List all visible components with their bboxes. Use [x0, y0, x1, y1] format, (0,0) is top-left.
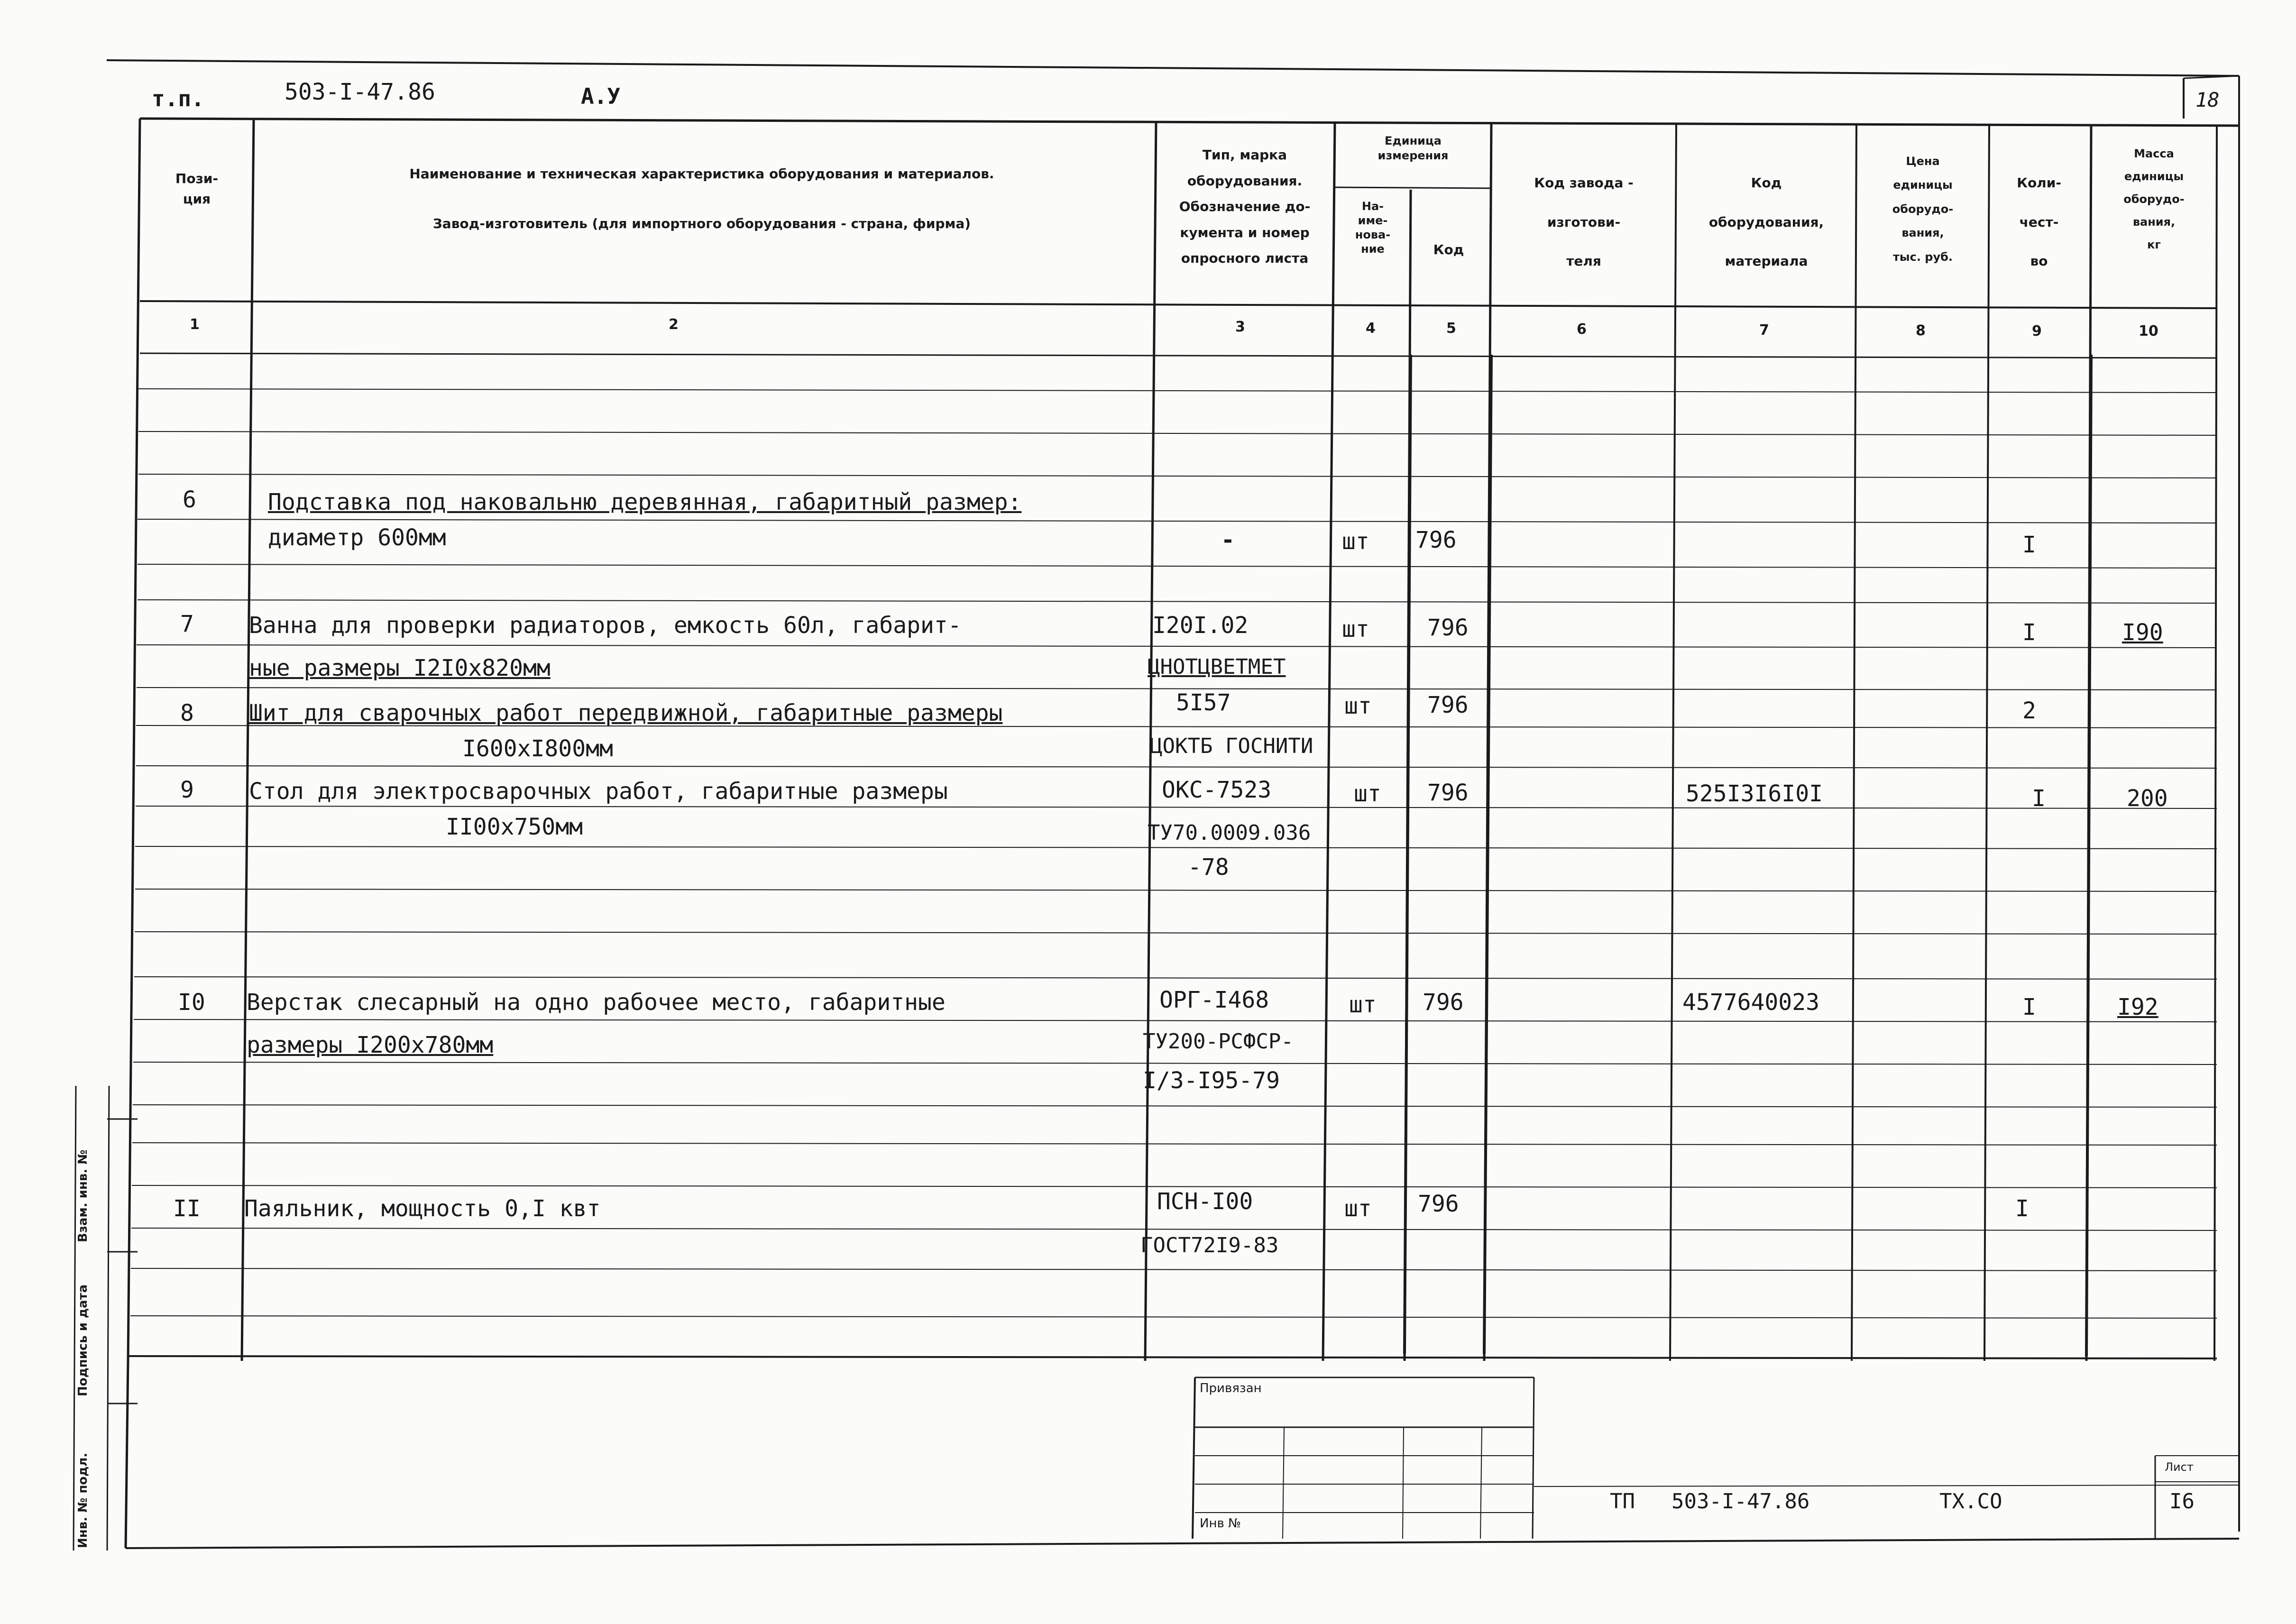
side-label-inv-podl: Инв. № подл.: [76, 1452, 90, 1548]
col-header-name: Наименование и техническая характеристика оборудования и материалов.: [409, 166, 994, 182]
col-header-unit: Единица измерения: [1378, 134, 1449, 163]
stamp-section: ТХ.СО: [1939, 1489, 2002, 1514]
col-header-position: Пози- ция: [175, 171, 219, 207]
row-9-mass: 200: [2127, 785, 2168, 812]
side-label-vzam: Взам. инв. №: [76, 1149, 90, 1242]
col-header-unit-code: Код: [1433, 242, 1464, 257]
stamp-tp: ТП: [1610, 1489, 1635, 1514]
row-8-type-doc: ЦОКТБ ГОСНИТИ: [1150, 734, 1313, 758]
col-number-4: 4: [1366, 320, 1376, 337]
stamp-inv-no: Инв №: [1200, 1516, 1241, 1531]
row-11-name: Паяльник, мощность 0,I квт: [244, 1195, 601, 1222]
stamp-sheet-number: I6: [2169, 1489, 2195, 1514]
row-10-quantity: I: [2022, 994, 2036, 1020]
row-8-type: 5I57: [1176, 689, 1231, 716]
row-8-unit: шт: [1344, 693, 1372, 719]
row-11-position: II: [173, 1195, 201, 1222]
row-11-type-doc: ГОСТ72I9-83: [1140, 1233, 1279, 1257]
row-7-unit-code: 796: [1427, 615, 1469, 641]
corner-number: 18: [2195, 88, 2220, 111]
row-6-position: 6: [183, 486, 196, 513]
row-9-type-doc-cont: -78: [1188, 854, 1229, 881]
row-6-unit-code: 796: [1415, 527, 1457, 553]
row-10-equipment-code: 4577640023: [1682, 989, 1819, 1016]
row-6-name-cont: диаметр 600мм: [268, 524, 446, 551]
row-8-position: 8: [180, 700, 194, 726]
row-10-type-doc-cont: I/3-I95-79: [1143, 1067, 1280, 1094]
row-10-name: Верстак слесарный на одно рабочее место, габаритные: [247, 989, 946, 1016]
col-number-10: 10: [2139, 323, 2158, 339]
stamp-sheet-label: Лист: [2165, 1460, 2194, 1474]
col-number-7: 7: [1759, 322, 1769, 339]
row-9-type: ОКС-7523: [1162, 777, 1272, 803]
col-header-unit-name: На- име- нова- ние: [1355, 200, 1391, 256]
row-6-name: Подставка под наковальню деревянная, габаритный размер:: [268, 489, 1022, 515]
col-number-8: 8: [1916, 322, 1926, 339]
col-header-type: Тип, марка оборудования. Обозначение до- кумента и номер опросного листа: [1179, 147, 1311, 266]
doc-prefix: т.п.: [152, 86, 204, 111]
row-7-position: 7: [180, 611, 194, 637]
row-11-type: ПСН-I00: [1157, 1188, 1253, 1215]
row-9-equipment-code: 525I3I6I0I: [1686, 780, 1823, 807]
row-6-type: -: [1221, 527, 1235, 553]
row-11-unit: шт: [1344, 1195, 1372, 1222]
row-9-position: 9: [180, 777, 194, 803]
row-10-mass: I92: [2117, 994, 2158, 1020]
row-9-name: Стол для электросварочных работ, габаритные размеры: [249, 778, 948, 805]
row-11-unit-code: 796: [1418, 1191, 1459, 1217]
row-9-quantity: I: [2032, 785, 2046, 812]
row-10-type: ОРГ-I468: [1159, 987, 1269, 1013]
col-number-5: 5: [1446, 320, 1456, 337]
col-header-equipment-code: Код оборудования, материала: [1708, 175, 1824, 269]
row-8-name-cont: I600хI800мм: [462, 735, 613, 762]
row-8-unit-code: 796: [1427, 692, 1469, 718]
stamp-privyazan: Привязан: [1200, 1381, 1262, 1395]
row-9-name-cont: II00х750мм: [446, 814, 583, 840]
row-8-name: Шит для сварочных работ передвижной, габаритные размеры: [249, 700, 1003, 726]
row-9-type-doc: ТУ70.0009.036: [1148, 821, 1311, 845]
row-7-type: I20I.02: [1152, 612, 1249, 639]
col-number-3: 3: [1235, 319, 1245, 335]
row-8-quantity: 2: [2022, 697, 2036, 724]
col-header-maker-code: Код завода - изготови- теля: [1534, 175, 1634, 269]
side-label-podpis: Подпись и дата: [76, 1284, 90, 1396]
row-7-type-doc: ЦНОТЦВЕТМЕТ: [1148, 655, 1286, 679]
row-7-mass: I90: [2122, 619, 2163, 646]
stamp-doc-number: 503-I-47.86: [1671, 1489, 1810, 1514]
row-10-position: I0: [178, 989, 205, 1016]
col-header-quantity: Коли- чест- во: [2017, 175, 2061, 269]
row-7-quantity: I: [2022, 619, 2036, 646]
col-header-name-maker: Завод-изготовитель (для импортного оборудования - страна, фирма): [432, 216, 971, 231]
doc-number: 503-I-47.86: [285, 79, 435, 105]
row-10-name-cont: размеры I200х780мм: [247, 1032, 494, 1058]
row-10-unit-code: 796: [1423, 989, 1464, 1016]
row-10-type-doc: ТУ200-РСФСР-: [1143, 1029, 1294, 1054]
col-header-mass: Масса единицы оборудо- вания, кг: [2123, 147, 2185, 251]
row-9-unit: шт: [1354, 780, 1381, 807]
col-number-9: 9: [2032, 323, 2042, 339]
row-9-unit-code: 796: [1427, 780, 1469, 806]
row-7-name: Ванна для проверки радиаторов, емкость 60л, габарит-: [249, 612, 962, 639]
row-10-unit: шт: [1349, 991, 1377, 1018]
row-6-unit: шт: [1342, 528, 1369, 555]
album-label: А.У: [581, 83, 621, 109]
col-number-6: 6: [1577, 321, 1587, 338]
col-number-1: 1: [190, 316, 200, 333]
col-number-2: 2: [669, 316, 679, 333]
row-6-quantity: I: [2022, 532, 2036, 558]
row-11-quantity: I: [2015, 1195, 2029, 1222]
col-header-price: Цена единицы оборудо- вания, тыс. руб.: [1892, 155, 1954, 264]
row-7-name-cont: ные размеры I2I0х820мм: [249, 655, 551, 681]
row-7-unit: шт: [1342, 616, 1369, 642]
